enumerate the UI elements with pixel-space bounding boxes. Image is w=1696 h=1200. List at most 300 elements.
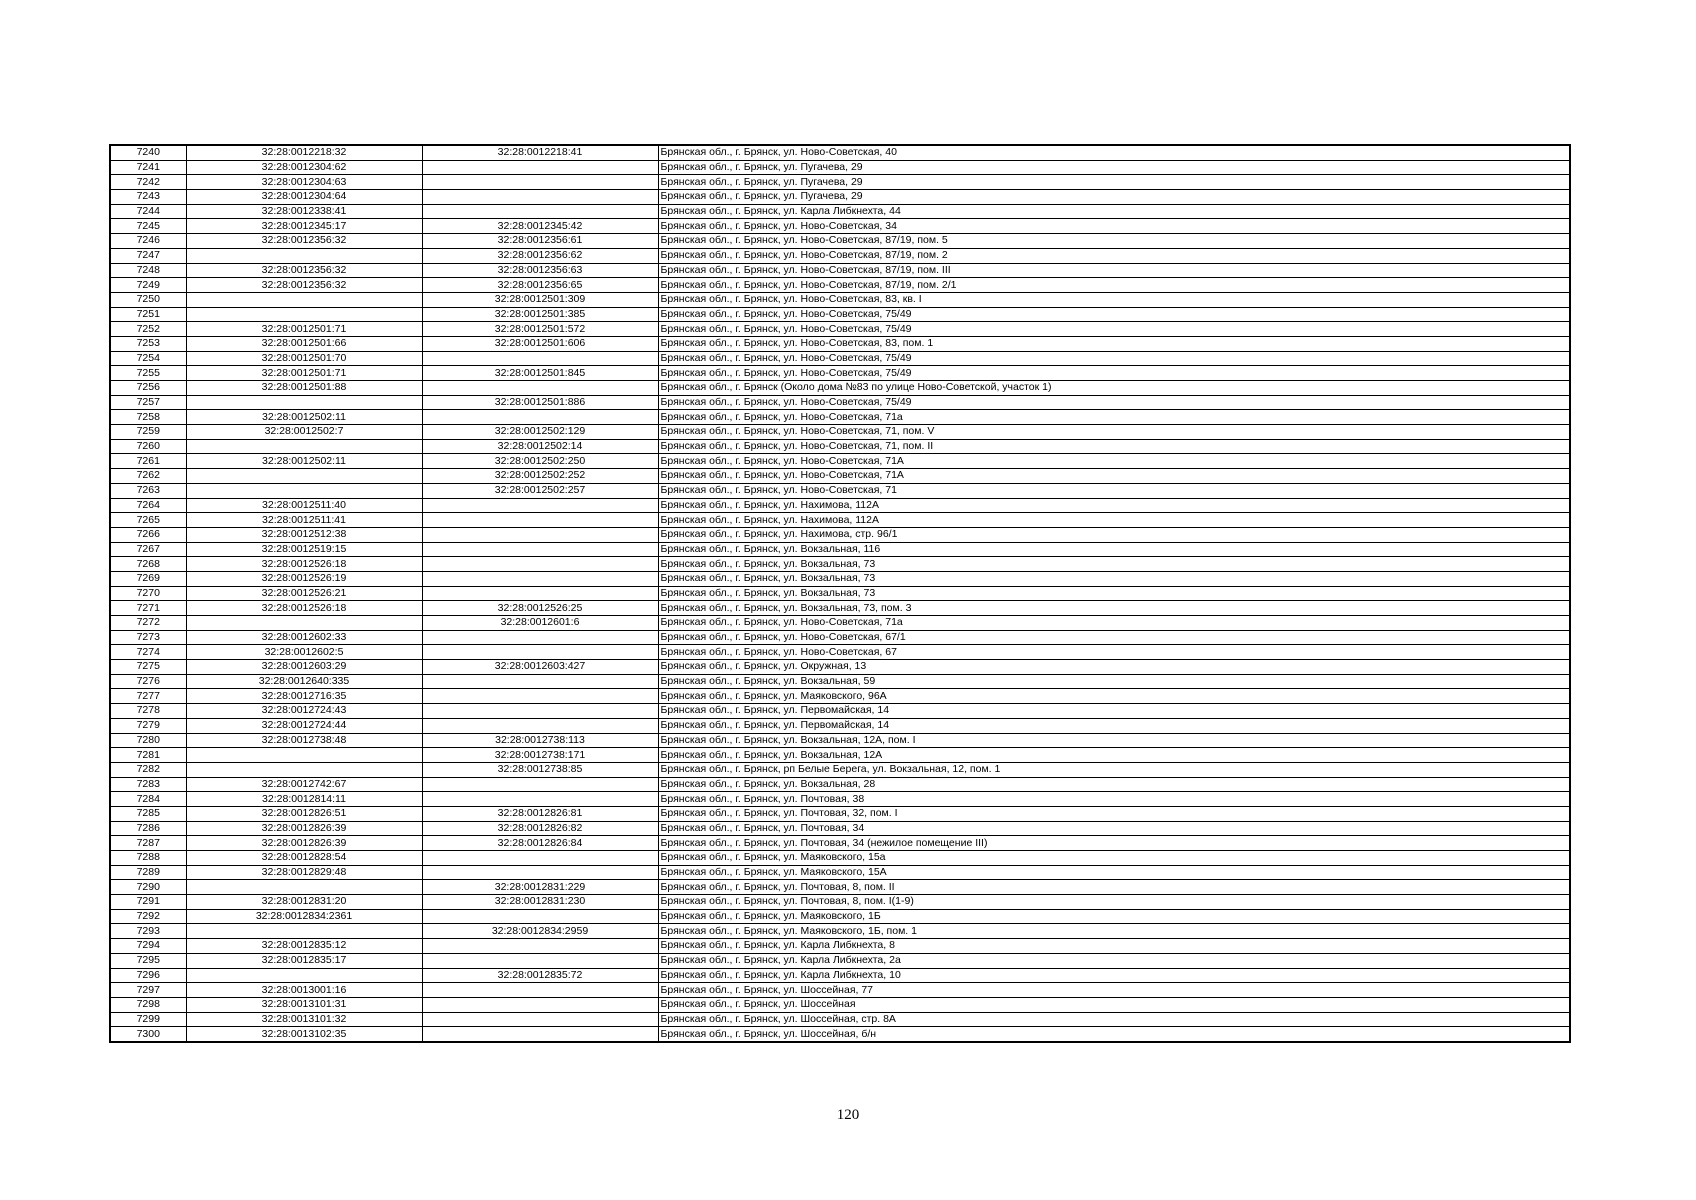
table-row	[110, 248, 1570, 263]
row-number-cell: 7282	[110, 762, 186, 777]
row-number-cell: 7299	[110, 1012, 186, 1027]
table-row	[110, 307, 1570, 322]
row-number-cell: 7243	[110, 190, 186, 205]
address-cell: Брянская обл., г. Брянск, ул. Ново-Советская, 40	[658, 145, 1570, 160]
land-cadastral-number-cell: 32:28:0012814:11	[186, 792, 422, 807]
table-row	[110, 983, 1570, 998]
object-cadastral-number-cell: 32:28:0012356:62	[422, 248, 658, 263]
row-number-cell: 7297	[110, 983, 186, 998]
address-cell: Брянская обл., г. Брянск, рп Белые Берега, ул. Вокзальная, 12, пом. 1	[658, 762, 1570, 777]
object-cadastral-number-cell	[422, 704, 658, 719]
land-cadastral-number-cell: 32:28:0012640:335	[186, 674, 422, 689]
address-cell: Брянская обл., г. Брянск, ул. Пугачева, 29	[658, 175, 1570, 190]
table-row	[110, 660, 1570, 675]
land-cadastral-number-cell: 32:28:0012218:32	[186, 145, 422, 160]
object-cadastral-number-cell	[422, 557, 658, 572]
table-row	[110, 395, 1570, 410]
object-cadastral-number-cell: 32:28:0012738:171	[422, 748, 658, 763]
row-number-cell: 7270	[110, 586, 186, 601]
row-number-cell: 7265	[110, 513, 186, 528]
row-number-cell: 7281	[110, 748, 186, 763]
row-number-cell: 7283	[110, 777, 186, 792]
address-cell: Брянская обл., г. Брянск, ул. Нахимова, стр. 96/1	[658, 527, 1570, 542]
address-cell: Брянская обл., г. Брянск, ул. Ново-Советская, 71А	[658, 454, 1570, 469]
object-cadastral-number-cell	[422, 718, 658, 733]
table-row	[110, 292, 1570, 307]
row-number-cell: 7262	[110, 469, 186, 484]
table-row	[110, 704, 1570, 719]
land-cadastral-number-cell	[186, 469, 422, 484]
address-cell: Брянская обл., г. Брянск, ул. Почтовая, 8, пом. II	[658, 880, 1570, 895]
land-cadastral-number-cell: 32:28:0012716:35	[186, 689, 422, 704]
address-cell: Брянская обл., г. Брянск, ул. Вокзальная, 12А, пом. I	[658, 733, 1570, 748]
table-row	[110, 806, 1570, 821]
address-cell: Брянская обл., г. Брянск, ул. Почтовая, 34 (нежилое помещение III)	[658, 836, 1570, 851]
object-cadastral-number-cell: 32:28:0012526:25	[422, 601, 658, 616]
table-row	[110, 733, 1570, 748]
land-cadastral-number-cell: 32:28:0013102:35	[186, 1027, 422, 1042]
address-cell: Брянская обл., г. Брянск, ул. Вокзальная, 73	[658, 557, 1570, 572]
table-row	[110, 616, 1570, 631]
object-cadastral-number-cell	[422, 997, 658, 1012]
table-row	[110, 322, 1570, 337]
row-number-cell: 7257	[110, 395, 186, 410]
land-cadastral-number-cell	[186, 439, 422, 454]
table-row	[110, 557, 1570, 572]
address-cell: Брянская обл., г. Брянск, ул. Вокзальная, 59	[658, 674, 1570, 689]
object-cadastral-number-cell	[422, 498, 658, 513]
address-cell: Брянская обл., г. Брянск, ул. Ново-Советская, 67	[658, 645, 1570, 660]
object-cadastral-number-cell: 32:28:0012356:63	[422, 263, 658, 278]
table-row	[110, 586, 1570, 601]
row-number-cell: 7294	[110, 939, 186, 954]
address-cell: Брянская обл., г. Брянск, ул. Карла Либкнехта, 10	[658, 968, 1570, 983]
table-row	[110, 851, 1570, 866]
land-cadastral-number-cell: 32:28:0012602:33	[186, 630, 422, 645]
row-number-cell: 7279	[110, 718, 186, 733]
address-cell: Брянская обл., г. Брянск, ул. Ново-Советская, 71а	[658, 616, 1570, 631]
row-number-cell: 7285	[110, 806, 186, 821]
land-cadastral-number-cell: 32:28:0012738:48	[186, 733, 422, 748]
object-cadastral-number-cell: 32:28:0012501:845	[422, 366, 658, 381]
row-number-cell: 7261	[110, 454, 186, 469]
land-cadastral-number-cell	[186, 248, 422, 263]
object-cadastral-number-cell: 32:28:0012826:84	[422, 836, 658, 851]
row-number-cell: 7280	[110, 733, 186, 748]
row-number-cell: 7278	[110, 704, 186, 719]
object-cadastral-number-cell: 32:28:0012502:129	[422, 425, 658, 440]
address-cell: Брянская обл., г. Брянск, ул. Почтовая, 38	[658, 792, 1570, 807]
address-cell: Брянская обл., г. Брянск, ул. Пугачева, 29	[658, 160, 1570, 175]
address-cell: Брянская обл., г. Брянск, ул. Ново-Советская, 34	[658, 219, 1570, 234]
address-cell: Брянская обл., г. Брянск, ул. Пугачева, 29	[658, 190, 1570, 205]
address-cell: Брянская обл., г. Брянск, ул. Ново-Советская, 71, пом. II	[658, 439, 1570, 454]
address-cell: Брянская обл., г. Брянск, ул. Ново-Советская, 75/49	[658, 351, 1570, 366]
row-number-cell: 7289	[110, 865, 186, 880]
object-cadastral-number-cell	[422, 571, 658, 586]
table-row	[110, 483, 1570, 498]
row-number-cell: 7245	[110, 219, 186, 234]
land-cadastral-number-cell: 32:28:0012502:11	[186, 454, 422, 469]
table-row	[110, 909, 1570, 924]
land-cadastral-number-cell: 32:28:0012345:17	[186, 219, 422, 234]
row-number-cell: 7268	[110, 557, 186, 572]
object-cadastral-number-cell	[422, 513, 658, 528]
land-cadastral-number-cell	[186, 968, 422, 983]
object-cadastral-number-cell	[422, 586, 658, 601]
table-row	[110, 630, 1570, 645]
table-row	[110, 425, 1570, 440]
address-cell: Брянская обл., г. Брянск, ул. Ново-Советская, 67/1	[658, 630, 1570, 645]
address-cell: Брянская обл., г. Брянск, ул. Почтовая, 32, пом. I	[658, 806, 1570, 821]
row-number-cell: 7254	[110, 351, 186, 366]
table-row	[110, 381, 1570, 396]
row-number-cell: 7300	[110, 1027, 186, 1042]
row-number-cell: 7246	[110, 234, 186, 249]
land-cadastral-number-cell: 32:28:0012826:51	[186, 806, 422, 821]
table-row	[110, 454, 1570, 469]
object-cadastral-number-cell: 32:28:0012501:309	[422, 292, 658, 307]
row-number-cell: 7260	[110, 439, 186, 454]
row-number-cell: 7277	[110, 689, 186, 704]
address-cell: Брянская обл., г. Брянск, ул. Вокзальная, 73	[658, 586, 1570, 601]
land-cadastral-number-cell: 32:28:0012526:21	[186, 586, 422, 601]
table-row	[110, 880, 1570, 895]
address-cell: Брянская обл., г. Брянск, ул. Карла Либкнехта, 44	[658, 204, 1570, 219]
land-cadastral-number-cell: 32:28:0012831:20	[186, 895, 422, 910]
address-cell: Брянская обл., г. Брянск, ул. Первомайская, 14	[658, 704, 1570, 719]
land-cadastral-number-cell: 32:28:0012835:12	[186, 939, 422, 954]
land-cadastral-number-cell: 32:28:0012602:5	[186, 645, 422, 660]
object-cadastral-number-cell: 32:28:0012501:572	[422, 322, 658, 337]
row-number-cell: 7298	[110, 997, 186, 1012]
row-number-cell: 7255	[110, 366, 186, 381]
land-cadastral-number-cell	[186, 483, 422, 498]
land-cadastral-number-cell	[186, 748, 422, 763]
table-row	[110, 351, 1570, 366]
table-row	[110, 336, 1570, 351]
table-row	[110, 366, 1570, 381]
land-cadastral-number-cell: 32:28:0012834:2361	[186, 909, 422, 924]
land-cadastral-number-cell: 32:28:0012512:38	[186, 527, 422, 542]
land-cadastral-number-cell	[186, 292, 422, 307]
cadastral-table	[109, 144, 1571, 1043]
object-cadastral-number-cell	[422, 792, 658, 807]
land-cadastral-number-cell: 32:28:0012304:63	[186, 175, 422, 190]
address-cell: Брянская обл., г. Брянск, ул. Ново-Советская, 87/19, пом. III	[658, 263, 1570, 278]
land-cadastral-number-cell	[186, 616, 422, 631]
table-row	[110, 175, 1570, 190]
land-cadastral-number-cell: 32:28:0012826:39	[186, 821, 422, 836]
object-cadastral-number-cell: 32:28:0012218:41	[422, 145, 658, 160]
table-row	[110, 160, 1570, 175]
land-cadastral-number-cell: 32:28:0012501:71	[186, 366, 422, 381]
row-number-cell: 7284	[110, 792, 186, 807]
object-cadastral-number-cell	[422, 939, 658, 954]
object-cadastral-number-cell: 32:28:0012502:14	[422, 439, 658, 454]
table-row	[110, 278, 1570, 293]
table-row	[110, 204, 1570, 219]
address-cell: Брянская обл., г. Брянск, ул. Почтовая, 34	[658, 821, 1570, 836]
table-row	[110, 645, 1570, 660]
land-cadastral-number-cell: 32:28:0012829:48	[186, 865, 422, 880]
object-cadastral-number-cell	[422, 542, 658, 557]
land-cadastral-number-cell: 32:28:0012501:71	[186, 322, 422, 337]
table-row	[110, 601, 1570, 616]
row-number-cell: 7244	[110, 204, 186, 219]
object-cadastral-number-cell	[422, 1012, 658, 1027]
address-cell: Брянская обл., г. Брянск, ул. Ново-Советская, 87/19, пом. 2	[658, 248, 1570, 263]
row-number-cell: 7241	[110, 160, 186, 175]
row-number-cell: 7252	[110, 322, 186, 337]
land-cadastral-number-cell: 32:28:0013001:16	[186, 983, 422, 998]
address-cell: Брянская обл., г. Брянск, ул. Нахимова, 112А	[658, 513, 1570, 528]
address-cell: Брянская обл., г. Брянск, ул. Вокзальная, 12А	[658, 748, 1570, 763]
land-cadastral-number-cell: 32:28:0012356:32	[186, 263, 422, 278]
land-cadastral-number-cell: 32:28:0013101:31	[186, 997, 422, 1012]
land-cadastral-number-cell: 32:28:0012742:67	[186, 777, 422, 792]
table-row	[110, 895, 1570, 910]
table-row	[110, 762, 1570, 777]
row-number-cell: 7293	[110, 924, 186, 939]
land-cadastral-number-cell: 32:28:0012526:18	[186, 601, 422, 616]
row-number-cell: 7295	[110, 953, 186, 968]
object-cadastral-number-cell: 32:28:0012502:250	[422, 454, 658, 469]
object-cadastral-number-cell	[422, 630, 658, 645]
land-cadastral-number-cell: 32:28:0012501:70	[186, 351, 422, 366]
table-row	[110, 924, 1570, 939]
object-cadastral-number-cell: 32:28:0012356:65	[422, 278, 658, 293]
row-number-cell: 7249	[110, 278, 186, 293]
object-cadastral-number-cell: 32:28:0012601:6	[422, 616, 658, 631]
row-number-cell: 7291	[110, 895, 186, 910]
row-number-cell: 7258	[110, 410, 186, 425]
table-row	[110, 792, 1570, 807]
row-number-cell: 7266	[110, 527, 186, 542]
land-cadastral-number-cell: 32:28:0012724:44	[186, 718, 422, 733]
land-cadastral-number-cell: 32:28:0012835:17	[186, 953, 422, 968]
row-number-cell: 7287	[110, 836, 186, 851]
object-cadastral-number-cell	[422, 865, 658, 880]
land-cadastral-number-cell: 32:28:0012526:18	[186, 557, 422, 572]
object-cadastral-number-cell	[422, 204, 658, 219]
table-row	[110, 410, 1570, 425]
land-cadastral-number-cell: 32:28:0012511:41	[186, 513, 422, 528]
land-cadastral-number-cell: 32:28:0012828:54	[186, 851, 422, 866]
land-cadastral-number-cell: 32:28:0012511:40	[186, 498, 422, 513]
row-number-cell: 7256	[110, 381, 186, 396]
row-number-cell: 7264	[110, 498, 186, 513]
object-cadastral-number-cell: 32:28:0012835:72	[422, 968, 658, 983]
object-cadastral-number-cell	[422, 190, 658, 205]
row-number-cell: 7247	[110, 248, 186, 263]
row-number-cell: 7292	[110, 909, 186, 924]
address-cell: Брянская обл., г. Брянск, ул. Шоссейная	[658, 997, 1570, 1012]
land-cadastral-number-cell: 32:28:0012603:29	[186, 660, 422, 675]
row-number-cell: 7251	[110, 307, 186, 322]
address-cell: Брянская обл., г. Брянск, ул. Карла Либкнехта, 2а	[658, 953, 1570, 968]
address-cell: Брянская обл., г. Брянск, ул. Ново-Советская, 87/19, пом. 2/1	[658, 278, 1570, 293]
table-row	[110, 821, 1570, 836]
land-cadastral-number-cell: 32:28:0012826:39	[186, 836, 422, 851]
address-cell: Брянская обл., г. Брянск, ул. Маяковского, 15а	[658, 851, 1570, 866]
object-cadastral-number-cell	[422, 1027, 658, 1042]
table-row	[110, 939, 1570, 954]
table-row	[110, 498, 1570, 513]
address-cell: Брянская обл., г. Брянск, ул. Шоссейная, б/н	[658, 1027, 1570, 1042]
land-cadastral-number-cell: 32:28:0012501:66	[186, 336, 422, 351]
object-cadastral-number-cell	[422, 777, 658, 792]
address-cell: Брянская обл., г. Брянск, ул. Ново-Советская, 83, кв. I	[658, 292, 1570, 307]
row-number-cell: 7269	[110, 571, 186, 586]
land-cadastral-number-cell	[186, 880, 422, 895]
land-cadastral-number-cell: 32:28:0012304:64	[186, 190, 422, 205]
land-cadastral-number-cell: 32:28:0012356:32	[186, 234, 422, 249]
object-cadastral-number-cell: 32:28:0012356:61	[422, 234, 658, 249]
land-cadastral-number-cell: 32:28:0013101:32	[186, 1012, 422, 1027]
address-cell: Брянская обл., г. Брянск, ул. Почтовая, 8, пом. I(1-9)	[658, 895, 1570, 910]
row-number-cell: 7240	[110, 145, 186, 160]
land-cadastral-number-cell	[186, 395, 422, 410]
table-row	[110, 219, 1570, 234]
address-cell: Брянская обл., г. Брянск, ул. Ново-Советская, 83, пом. 1	[658, 336, 1570, 351]
land-cadastral-number-cell: 32:28:0012501:88	[186, 381, 422, 396]
object-cadastral-number-cell: 32:28:0012738:113	[422, 733, 658, 748]
object-cadastral-number-cell: 32:28:0012501:385	[422, 307, 658, 322]
object-cadastral-number-cell	[422, 909, 658, 924]
object-cadastral-number-cell: 32:28:0012501:606	[422, 336, 658, 351]
object-cadastral-number-cell: 32:28:0012502:257	[422, 483, 658, 498]
address-cell: Брянская обл., г. Брянск (Около дома №83 по улице Ново-Советской, участок 1)	[658, 381, 1570, 396]
row-number-cell: 7274	[110, 645, 186, 660]
table-row	[110, 836, 1570, 851]
row-number-cell: 7272	[110, 616, 186, 631]
table-row	[110, 234, 1570, 249]
table-row	[110, 674, 1570, 689]
table-row	[110, 865, 1570, 880]
address-cell: Брянская обл., г. Брянск, ул. Вокзальная, 28	[658, 777, 1570, 792]
table-row	[110, 718, 1570, 733]
land-cadastral-number-cell: 32:28:0012502:7	[186, 425, 422, 440]
table-row	[110, 513, 1570, 528]
address-cell: Брянская обл., г. Брянск, ул. Карла Либкнехта, 8	[658, 939, 1570, 954]
address-cell: Брянская обл., г. Брянск, ул. Маяковского, 1Б	[658, 909, 1570, 924]
address-cell: Брянская обл., г. Брянск, ул. Первомайская, 14	[658, 718, 1570, 733]
object-cadastral-number-cell: 32:28:0012831:230	[422, 895, 658, 910]
row-number-cell: 7275	[110, 660, 186, 675]
row-number-cell: 7271	[110, 601, 186, 616]
row-number-cell: 7248	[110, 263, 186, 278]
object-cadastral-number-cell	[422, 527, 658, 542]
table-row	[110, 145, 1570, 160]
object-cadastral-number-cell	[422, 351, 658, 366]
address-cell: Брянская обл., г. Брянск, ул. Ново-Советская, 87/19, пом. 5	[658, 234, 1570, 249]
table-row	[110, 263, 1570, 278]
address-cell: Брянская обл., г. Брянск, ул. Ново-Советская, 75/49	[658, 322, 1570, 337]
object-cadastral-number-cell	[422, 160, 658, 175]
row-number-cell: 7242	[110, 175, 186, 190]
object-cadastral-number-cell	[422, 410, 658, 425]
address-cell: Брянская обл., г. Брянск, ул. Маяковского, 15А	[658, 865, 1570, 880]
address-cell: Брянская обл., г. Брянск, ул. Шоссейная, 77	[658, 983, 1570, 998]
land-cadastral-number-cell	[186, 762, 422, 777]
address-cell: Брянская обл., г. Брянск, ул. Шоссейная, стр. 8А	[658, 1012, 1570, 1027]
object-cadastral-number-cell	[422, 689, 658, 704]
object-cadastral-number-cell: 32:28:0012826:82	[422, 821, 658, 836]
table-row	[110, 439, 1570, 454]
land-cadastral-number-cell	[186, 307, 422, 322]
table-row	[110, 469, 1570, 484]
land-cadastral-number-cell: 32:28:0012526:19	[186, 571, 422, 586]
object-cadastral-number-cell: 32:28:0012826:81	[422, 806, 658, 821]
table-row	[110, 542, 1570, 557]
address-cell: Брянская обл., г. Брянск, ул. Вокзальная, 116	[658, 542, 1570, 557]
land-cadastral-number-cell: 32:28:0012356:32	[186, 278, 422, 293]
row-number-cell: 7263	[110, 483, 186, 498]
table-row	[110, 777, 1570, 792]
row-number-cell: 7288	[110, 851, 186, 866]
object-cadastral-number-cell	[422, 953, 658, 968]
address-cell: Брянская обл., г. Брянск, ул. Маяковского, 1Б, пом. 1	[658, 924, 1570, 939]
object-cadastral-number-cell	[422, 851, 658, 866]
address-cell: Брянская обл., г. Брянск, ул. Ново-Советская, 75/49	[658, 307, 1570, 322]
row-number-cell: 7250	[110, 292, 186, 307]
table-row	[110, 748, 1570, 763]
address-cell: Брянская обл., г. Брянск, ул. Вокзальная, 73	[658, 571, 1570, 586]
object-cadastral-number-cell: 32:28:0012831:229	[422, 880, 658, 895]
table-row	[110, 571, 1570, 586]
object-cadastral-number-cell	[422, 645, 658, 660]
object-cadastral-number-cell: 32:28:0012501:886	[422, 395, 658, 410]
address-cell: Брянская обл., г. Брянск, ул. Ново-Советская, 71А	[658, 469, 1570, 484]
table-row	[110, 953, 1570, 968]
address-cell: Брянская обл., г. Брянск, ул. Маяковского, 96А	[658, 689, 1570, 704]
object-cadastral-number-cell: 32:28:0012834:2959	[422, 924, 658, 939]
address-cell: Брянская обл., г. Брянск, ул. Ново-Советская, 71	[658, 483, 1570, 498]
row-number-cell: 7259	[110, 425, 186, 440]
object-cadastral-number-cell: 32:28:0012738:85	[422, 762, 658, 777]
land-cadastral-number-cell	[186, 924, 422, 939]
table-row	[110, 1012, 1570, 1027]
address-cell: Брянская обл., г. Брянск, ул. Ново-Советская, 71, пом. V	[658, 425, 1570, 440]
address-cell: Брянская обл., г. Брянск, ул. Вокзальная, 73, пом. 3	[658, 601, 1570, 616]
object-cadastral-number-cell	[422, 983, 658, 998]
row-number-cell: 7273	[110, 630, 186, 645]
row-number-cell: 7253	[110, 336, 186, 351]
object-cadastral-number-cell: 32:28:0012502:252	[422, 469, 658, 484]
land-cadastral-number-cell: 32:28:0012304:62	[186, 160, 422, 175]
row-number-cell: 7296	[110, 968, 186, 983]
table-row	[110, 689, 1570, 704]
address-cell: Брянская обл., г. Брянск, ул. Нахимова, 112А	[658, 498, 1570, 513]
page-number: 120	[836, 1107, 860, 1123]
land-cadastral-number-cell: 32:28:0012724:43	[186, 704, 422, 719]
row-number-cell: 7276	[110, 674, 186, 689]
object-cadastral-number-cell: 32:28:0012345:42	[422, 219, 658, 234]
table-body	[110, 145, 1570, 1042]
address-cell: Брянская обл., г. Брянск, ул. Окружная, 13	[658, 660, 1570, 675]
table-row	[110, 968, 1570, 983]
row-number-cell: 7290	[110, 880, 186, 895]
land-cadastral-number-cell: 32:28:0012519:15	[186, 542, 422, 557]
address-cell: Брянская обл., г. Брянск, ул. Ново-Советская, 71а	[658, 410, 1570, 425]
object-cadastral-number-cell: 32:28:0012603:427	[422, 660, 658, 675]
row-number-cell: 7267	[110, 542, 186, 557]
object-cadastral-number-cell	[422, 674, 658, 689]
table-row	[110, 1027, 1570, 1042]
table-row	[110, 190, 1570, 205]
object-cadastral-number-cell	[422, 175, 658, 190]
